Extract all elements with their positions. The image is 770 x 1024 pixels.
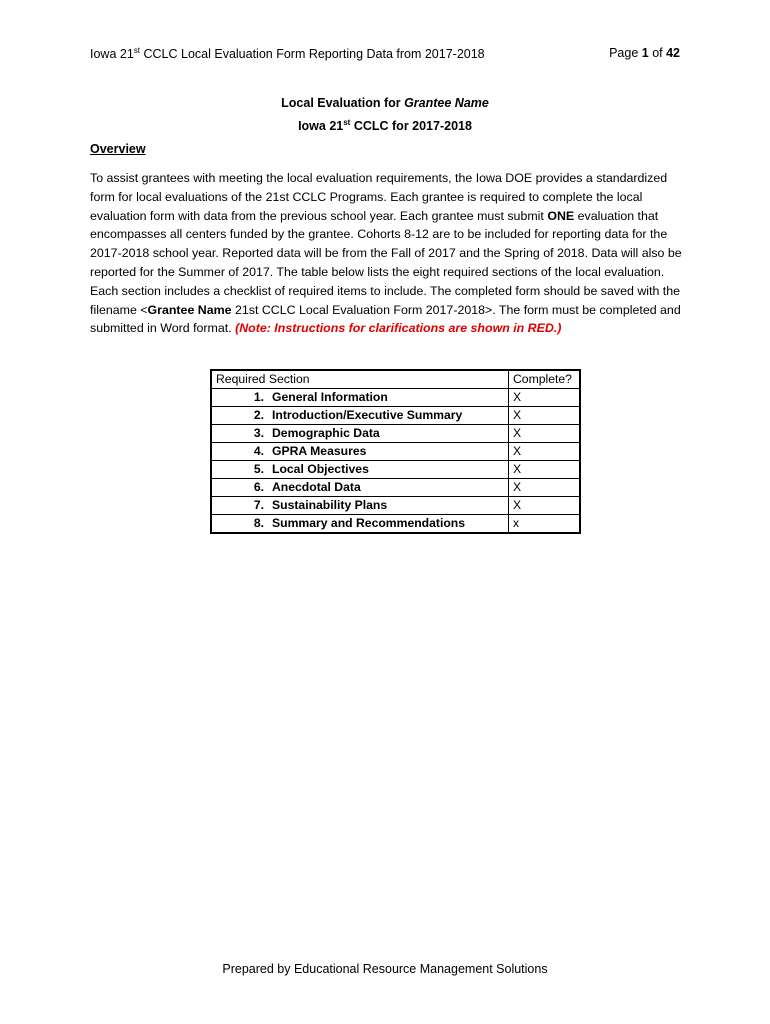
section-name: Introduction/Executive Summary [272, 408, 463, 422]
complete-mark: X [509, 443, 581, 461]
overview-paragraph: To assist grantees with meeting the local evaluation requirements, the Iowa DOE provides a standardized form for local evaluations of the 21st CCLC Programs. Each grantee is required to complete the local evaluation form with data from the previous school year. Each grantee must submit ONE evaluation that encompasses all centers funded by the grantee. Cohorts 8-12 are to be included for reporting data for the 2017-2018 school year. Reported data will be from the Fall of 2017 and the Spring of 2018. Data will also be reported for the Summer of 2017. The table below lists the eight required sections of the local evaluation. Each section includes a checklist of required items to include. The completed form should be saved with the filename <Grantee Name 21st CCLC Local Evaluation Form 2017-2018>. The form must be completed and submitted in Word format. (Note: Instructions for clarifications are shown in RED.) [90, 171, 682, 336]
section-cell [211, 407, 509, 425]
complete-mark: X [509, 425, 581, 443]
complete-mark: X [509, 461, 581, 479]
section-cell [211, 443, 509, 461]
section-name: General Information [272, 390, 388, 404]
complete-mark: x [509, 515, 581, 534]
document-title [0, 94, 770, 136]
table-row [211, 515, 580, 534]
section-cell [211, 497, 509, 515]
complete-mark: X [509, 497, 581, 515]
section-name: Sustainability Plans [272, 498, 388, 512]
section-name: Summary and Recommendations [272, 516, 466, 530]
table-row [211, 479, 580, 497]
section-number: 2. [253, 408, 264, 422]
section-name: Anecdotal Data [272, 480, 361, 494]
section-cell [211, 515, 509, 534]
page-number: Page 1 of 42 [609, 46, 680, 60]
page-footer: Prepared by Educational Resource Management Solutions [222, 962, 548, 976]
table-row [211, 443, 580, 461]
title-line-2: Iowa 21st CCLC for 2017-2018 [298, 118, 472, 134]
red-note: (Note: Instructions for clarifications are shown in RED.) [235, 321, 562, 336]
section-cell [211, 425, 509, 443]
header-title: Iowa 21st CCLC Local Evaluation Form Reporting Data from 2017-2018 [90, 46, 485, 62]
page-header [90, 46, 680, 61]
table-row [211, 407, 580, 425]
section-number: 1. [253, 390, 264, 404]
section-number: 7. [253, 498, 264, 512]
overview-heading: Overview [90, 142, 146, 156]
section-cell [211, 479, 509, 497]
required-sections-table [210, 369, 581, 534]
complete-mark: X [509, 479, 581, 497]
table-header-row [211, 370, 580, 389]
section-name: Local Objectives [272, 462, 369, 476]
section-number: 4. [253, 444, 264, 458]
complete-mark: X [509, 389, 581, 407]
column-header-section: Required Section [211, 370, 509, 389]
table-row [211, 461, 580, 479]
section-number: 5. [253, 462, 264, 476]
complete-mark: X [509, 407, 581, 425]
section-number: 3. [253, 426, 264, 440]
table-row [211, 389, 580, 407]
section-name: GPRA Measures [272, 444, 367, 458]
title-line-1: Local Evaluation for Grantee Name [281, 96, 489, 110]
table-row [211, 497, 580, 515]
section-cell [211, 389, 509, 407]
column-header-complete: Complete? [509, 370, 581, 389]
section-name: Demographic Data [272, 426, 380, 440]
section-number: 8. [253, 516, 264, 530]
section-number: 6. [253, 480, 264, 494]
section-cell [211, 461, 509, 479]
table-row [211, 425, 580, 443]
